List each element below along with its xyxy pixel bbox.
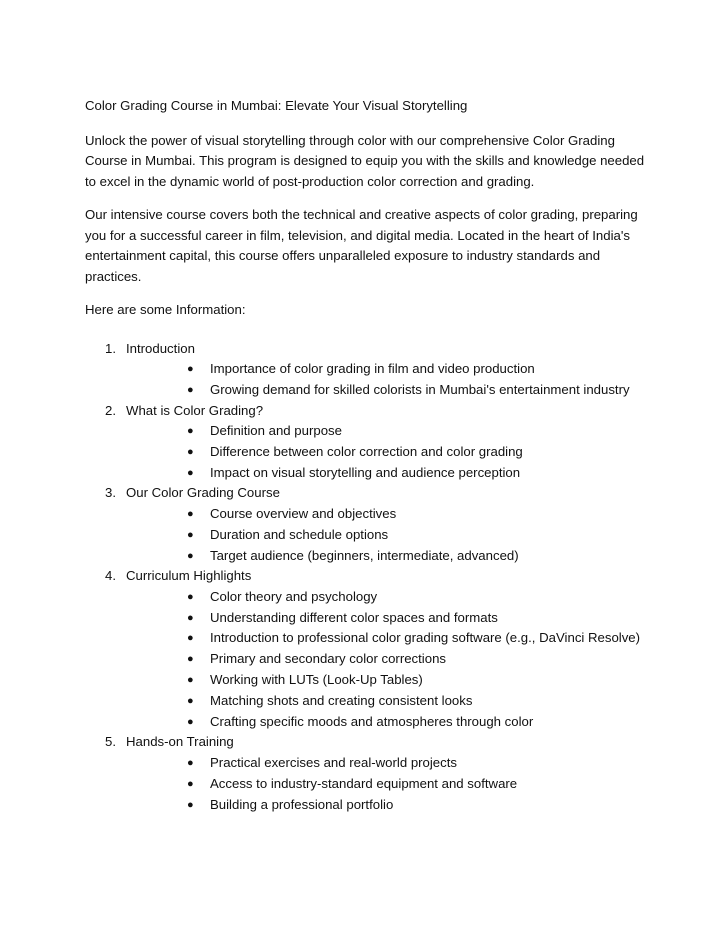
bullet-item (126, 670, 645, 691)
section-heading: Introduction (126, 340, 195, 356)
bullet-text: Primary and secondary color corrections (210, 651, 447, 667)
document-title: Color Grading Course in Mumbai: Elevate Your Visual Storytelling (85, 98, 468, 113)
bullet-dot-icon: ● (187, 445, 194, 458)
bullet-text: Introduction to professional color grading software (e.g., DaVinci Resolve) (210, 630, 641, 646)
bullet-item (126, 649, 645, 670)
bullet-dot-icon: ● (187, 777, 194, 790)
bullet-list (126, 504, 645, 566)
bullet-text: Definition and purpose (210, 423, 342, 439)
section-heading: What is Color Grading? (126, 402, 264, 418)
paragraph-course-overview: Our intensive course covers both the technical and creative aspects of color grading, preparing you for a successful career in film, television, and digital media. Located in the heart of India's entertainment capital, this course offers unparalleled exposure to industry standards and practices. (85, 207, 638, 284)
section-item (85, 483, 645, 566)
bullet-text: Understanding different color spaces and formats (210, 609, 498, 625)
bullet-dot-icon: ● (187, 798, 194, 811)
bullet-list (126, 753, 645, 815)
bullet-text: Importance of color grading in film and video production (210, 361, 535, 376)
section-heading: Curriculum Highlights (126, 568, 252, 584)
bullet-text: Practical exercises and real-world projects (210, 754, 457, 770)
bullet-dot-icon: ● (187, 694, 194, 707)
bullet-list (126, 359, 645, 401)
bullet-item (126, 587, 645, 608)
bullet-item (126, 525, 645, 546)
bullet-item (126, 691, 645, 712)
bullet-dot-icon: ● (187, 674, 194, 687)
bullet-list (126, 587, 645, 733)
bullet-item (126, 546, 645, 567)
section-number: 5. (105, 734, 116, 750)
bullet-text: Duration and schedule options (210, 526, 389, 542)
paragraph-intro: Unlock the power of visual storytelling through color with our comprehensive Color Grading Course in Mumbai. This program is designed to equip you with the skills and knowledge needed to excel in the dynamic world of post-production color correction and grading. (85, 132, 645, 189)
bullet-dot-icon: ● (187, 549, 194, 562)
bullet-dot-icon: ● (187, 466, 194, 479)
bullet-item (126, 712, 645, 733)
bullet-item (126, 380, 645, 401)
bullet-item (126, 421, 645, 442)
section-number: 3. (105, 485, 116, 501)
bullet-dot-icon: ● (187, 363, 194, 375)
bullet-text: Difference between color correction and color grading (210, 443, 523, 459)
bullet-item (126, 442, 645, 463)
bullet-dot-icon: ● (187, 715, 194, 728)
bullet-item (126, 359, 645, 380)
document-page (85, 96, 645, 815)
bullet-text: Impact on visual storytelling and audience perception (210, 464, 521, 480)
bullet-item (126, 753, 645, 774)
bullet-dot-icon: ● (187, 756, 194, 769)
bullet-dot-icon: ● (187, 653, 194, 666)
bullet-text: Target audience (beginners, intermediate, advanced) (210, 547, 519, 563)
bullet-item (126, 628, 645, 649)
bullet-text: Growing demand for skilled colorists in Mumbai's entertainment industry (210, 381, 630, 397)
bullet-item (126, 774, 645, 795)
bullet-text: Crafting specific moods and atmospheres through color (210, 713, 534, 729)
bullet-list (126, 421, 645, 483)
bullet-dot-icon: ● (187, 528, 194, 541)
list-intro: Here are some Information: (85, 302, 246, 317)
bullet-dot-icon: ● (187, 632, 194, 645)
bullet-item (126, 504, 645, 525)
section-heading: Hands-on Training (126, 734, 234, 750)
section-list (85, 339, 645, 816)
bullet-text: Matching shots and creating consistent looks (210, 692, 473, 708)
bullet-text: Working with LUTs (Look-Up Tables) (210, 672, 423, 688)
bullet-item (126, 608, 645, 629)
bullet-dot-icon: ● (187, 383, 194, 396)
bullet-dot-icon: ● (187, 425, 194, 438)
section-number: 2. (105, 402, 116, 418)
bullet-dot-icon: ● (187, 611, 194, 624)
section-item (85, 401, 645, 484)
bullet-dot-icon: ● (187, 507, 194, 520)
bullet-text: Course overview and objectives (210, 505, 397, 521)
bullet-item (126, 795, 645, 816)
section-number: 4. (105, 568, 116, 584)
section-item (85, 732, 645, 815)
bullet-text: Color theory and psychology (210, 588, 378, 604)
bullet-dot-icon: ● (187, 590, 194, 603)
bullet-item (126, 463, 645, 484)
section-item (85, 339, 645, 401)
section-item (85, 566, 645, 732)
section-number: 1. (105, 340, 116, 356)
section-heading: Our Color Grading Course (126, 485, 280, 501)
bullet-text: Building a professional portfolio (210, 796, 394, 812)
bullet-text: Access to industry-standard equipment and software (210, 775, 518, 791)
